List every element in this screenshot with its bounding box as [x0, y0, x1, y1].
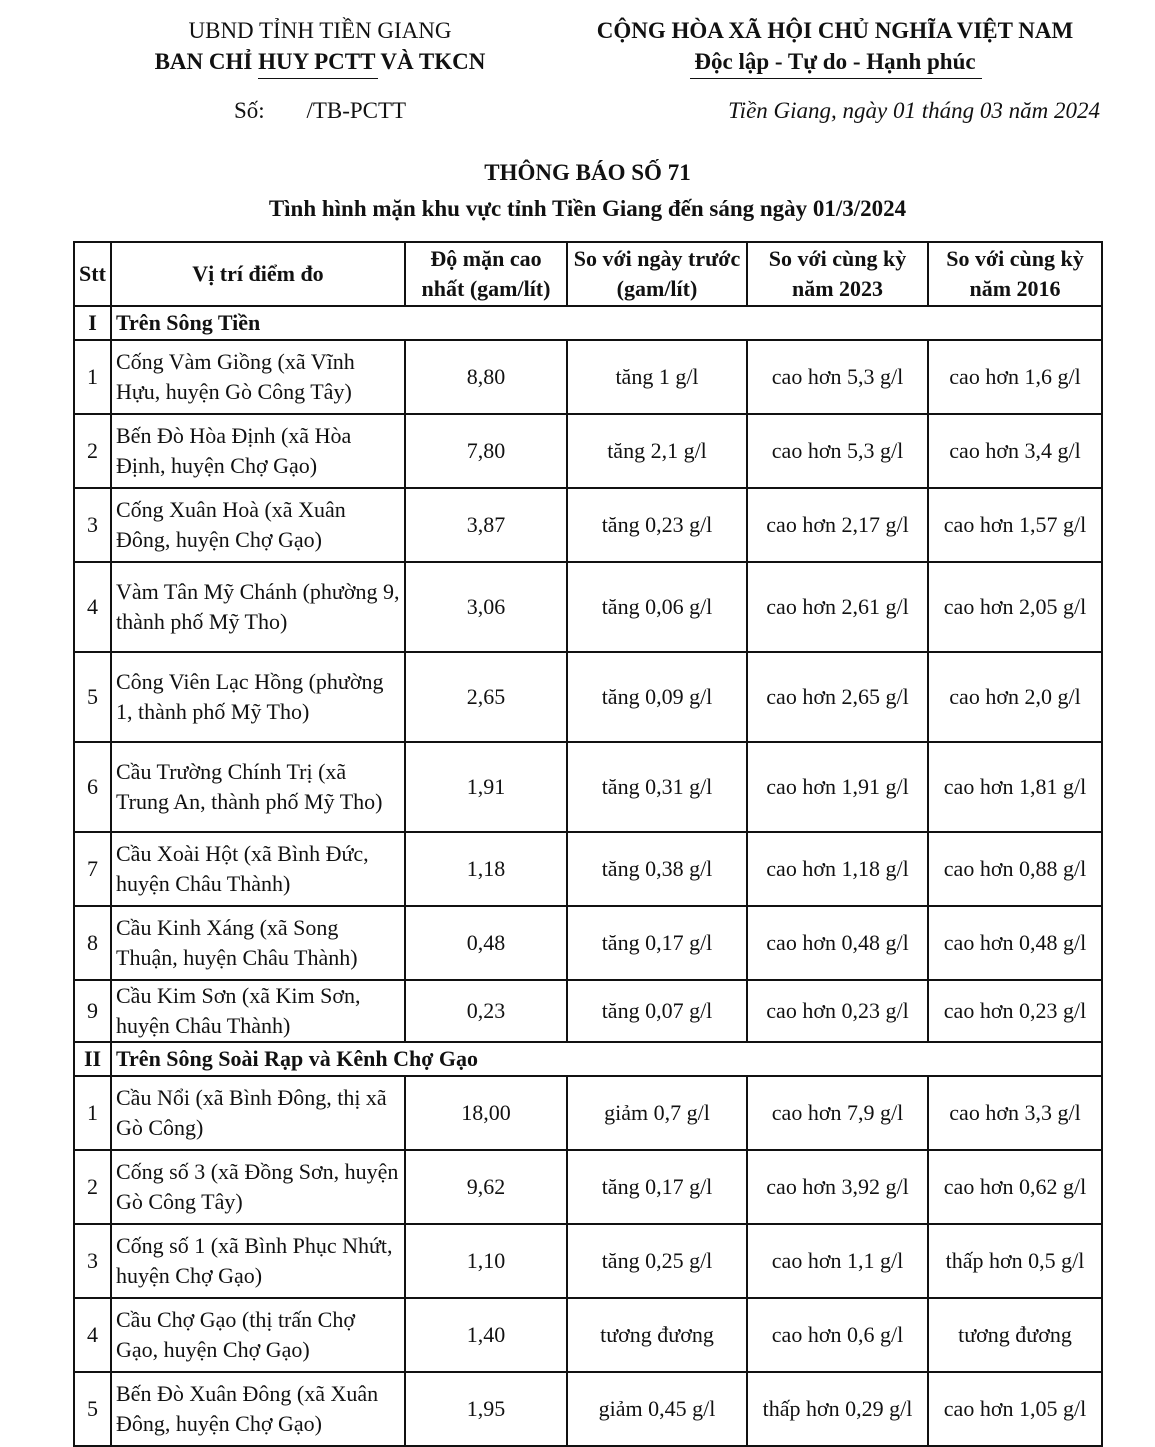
cell-stt: 3	[74, 1224, 111, 1298]
cell-vs-2016: cao hơn 0,62 g/l	[928, 1150, 1102, 1224]
cell-max-salinity: 0,48	[405, 906, 567, 980]
cell-location: Cống Vàm Giồng (xã Vĩnh Hựu, huyện Gò Công Tây)	[111, 340, 405, 414]
cell-vs-2016: cao hơn 2,05 g/l	[928, 562, 1102, 652]
cell-location: Bến Đò Xuân Đông (xã Xuân Đông, huyện Chợ Gạo)	[111, 1372, 405, 1446]
cell-vs-2016: cao hơn 0,48 g/l	[928, 906, 1102, 980]
cell-vs-previous-day: tăng 0,17 g/l	[567, 906, 747, 980]
cell-vs-2023: cao hơn 2,61 g/l	[747, 562, 928, 652]
table-row	[74, 652, 1102, 742]
cell-vs-2023: cao hơn 2,65 g/l	[747, 652, 928, 742]
section-title: Trên Sông Tiền	[111, 306, 1102, 340]
cell-vs-2023: cao hơn 0,48 g/l	[747, 906, 928, 980]
cell-vs-2023: cao hơn 1,18 g/l	[747, 832, 928, 906]
cell-stt: 1	[74, 340, 111, 414]
table-row	[74, 1224, 1102, 1298]
cell-vs-2016: cao hơn 1,6 g/l	[928, 340, 1102, 414]
cell-max-salinity: 7,80	[405, 414, 567, 488]
cell-stt: 2	[74, 1150, 111, 1224]
cell-vs-previous-day: tăng 1 g/l	[567, 340, 747, 414]
cell-max-salinity: 1,10	[405, 1224, 567, 1298]
national-motto: Độc lập - Tự do - Hạnh phúc	[694, 49, 976, 74]
table-row	[74, 414, 1102, 488]
cell-stt: 1	[74, 1076, 111, 1150]
cell-vs-2016: cao hơn 1,05 g/l	[928, 1372, 1102, 1446]
agency-name: UBND TỈNH TIỀN GIANG	[188, 18, 452, 43]
cell-stt: 9	[74, 980, 111, 1042]
cell-vs-2023: cao hơn 5,3 g/l	[747, 340, 928, 414]
cell-stt: 5	[74, 652, 111, 742]
cell-max-salinity: 2,65	[405, 652, 567, 742]
cell-stt: 4	[74, 562, 111, 652]
cell-vs-2023: cao hơn 0,6 g/l	[747, 1298, 928, 1372]
agency-underline	[258, 78, 378, 79]
cell-vs-2016: cao hơn 0,23 g/l	[928, 980, 1102, 1042]
cell-vs-previous-day: tăng 0,09 g/l	[567, 652, 747, 742]
col-header-vs-2016: So với cùng kỳ năm 2016	[928, 242, 1102, 306]
col-header-max-salinity: Độ mặn cao nhất (gam/lít)	[405, 242, 567, 306]
cell-location: Bến Đò Hòa Định (xã Hòa Định, huyện Chợ Gạo)	[111, 414, 405, 488]
section-number: I	[74, 306, 111, 340]
section-row	[74, 1042, 1102, 1076]
cell-stt: 5	[74, 1372, 111, 1446]
cell-max-salinity: 1,91	[405, 742, 567, 832]
cell-vs-2016: cao hơn 0,88 g/l	[928, 832, 1102, 906]
cell-vs-previous-day: tăng 0,07 g/l	[567, 980, 747, 1042]
document-subtitle: Tình hình mặn khu vực tỉnh Tiền Giang đến sáng ngày 01/3/2024	[268, 196, 907, 221]
cell-vs-2016: tương đương	[928, 1298, 1102, 1372]
country-name: CỘNG HÒA XÃ HỘI CHỦ NGHĨA VIỆT NAM	[596, 18, 1074, 43]
cell-vs-previous-day: giảm 0,7 g/l	[567, 1076, 747, 1150]
cell-vs-2023: cao hơn 1,1 g/l	[747, 1224, 928, 1298]
cell-max-salinity: 3,06	[405, 562, 567, 652]
cell-max-salinity: 18,00	[405, 1076, 567, 1150]
cell-vs-2016: cao hơn 2,0 g/l	[928, 652, 1102, 742]
motto-underline	[690, 78, 982, 79]
cell-vs-previous-day: tăng 0,31 g/l	[567, 742, 747, 832]
document-title: THÔNG BÁO SỐ 71	[484, 160, 691, 185]
section-row	[74, 306, 1102, 340]
table-header-row	[74, 242, 1102, 306]
section-number: II	[74, 1042, 111, 1076]
table-row	[74, 1372, 1102, 1446]
cell-location: Công Viên Lạc Hồng (phường 1, thành phố Mỹ Tho)	[111, 652, 405, 742]
cell-vs-2023: cao hơn 7,9 g/l	[747, 1076, 928, 1150]
cell-vs-2016: thấp hơn 0,5 g/l	[928, 1224, 1102, 1298]
table-row	[74, 742, 1102, 832]
table-row	[74, 832, 1102, 906]
cell-stt: 7	[74, 832, 111, 906]
cell-vs-2023: cao hơn 2,17 g/l	[747, 488, 928, 562]
table-body	[74, 306, 1102, 1446]
cell-max-salinity: 8,80	[405, 340, 567, 414]
cell-vs-previous-day: tăng 0,25 g/l	[567, 1224, 747, 1298]
cell-max-salinity: 0,23	[405, 980, 567, 1042]
cell-location: Cầu Xoài Hột (xã Bình Đức, huyện Châu Thành)	[111, 832, 405, 906]
cell-vs-2016: cao hơn 1,81 g/l	[928, 742, 1102, 832]
cell-max-salinity: 1,18	[405, 832, 567, 906]
cell-vs-2016: cao hơn 1,57 g/l	[928, 488, 1102, 562]
table-row	[74, 980, 1102, 1042]
col-header-vs-2023: So với cùng kỳ năm 2023	[747, 242, 928, 306]
cell-vs-2016: cao hơn 3,4 g/l	[928, 414, 1102, 488]
cell-vs-previous-day: giảm 0,45 g/l	[567, 1372, 747, 1446]
cell-location: Cầu Nổi (xã Bình Đông, thị xã Gò Công)	[111, 1076, 405, 1150]
national-header	[565, 15, 1105, 77]
cell-stt: 6	[74, 742, 111, 832]
cell-vs-previous-day: tăng 0,23 g/l	[567, 488, 747, 562]
cell-vs-previous-day: tăng 2,1 g/l	[567, 414, 747, 488]
cell-location: Cầu Trường Chính Trị (xã Trung An, thành phố Mỹ Tho)	[111, 742, 405, 832]
cell-max-salinity: 9,62	[405, 1150, 567, 1224]
cell-stt: 3	[74, 488, 111, 562]
document-number-value: /TB-PCTT	[306, 98, 407, 123]
cell-location: Cầu Kinh Xáng (xã Song Thuận, huyện Châu Thành)	[111, 906, 405, 980]
cell-max-salinity: 1,95	[405, 1372, 567, 1446]
cell-stt: 2	[74, 414, 111, 488]
cell-vs-previous-day: tương đương	[567, 1298, 747, 1372]
table-row	[74, 906, 1102, 980]
cell-max-salinity: 1,40	[405, 1298, 567, 1372]
document-number	[234, 98, 406, 124]
table-row	[74, 562, 1102, 652]
salinity-table	[73, 241, 1103, 1447]
cell-location: Cống số 1 (xã Bình Phục Nhứt, huyện Chợ Gạo)	[111, 1224, 405, 1298]
cell-vs-2023: cao hơn 0,23 g/l	[747, 980, 928, 1042]
cell-vs-2016: cao hơn 3,3 g/l	[928, 1076, 1102, 1150]
col-header-vs-previous-day: So với ngày trước (gam/lít)	[567, 242, 747, 306]
cell-location: Cầu Kim Sơn (xã Kim Sơn, huyện Châu Thành)	[111, 980, 405, 1042]
cell-vs-previous-day: tăng 0,06 g/l	[567, 562, 747, 652]
cell-vs-previous-day: tăng 0,17 g/l	[567, 1150, 747, 1224]
cell-stt: 8	[74, 906, 111, 980]
cell-location: Cống số 3 (xã Đồng Sơn, huyện Gò Công Tây)	[111, 1150, 405, 1224]
cell-location: Cầu Chợ Gạo (thị trấn Chợ Gạo, huyện Chợ Gạo)	[111, 1298, 405, 1372]
col-header-stt: Stt	[74, 242, 111, 306]
cell-vs-2023: cao hơn 5,3 g/l	[747, 414, 928, 488]
agency-header	[120, 15, 520, 77]
table-row	[74, 1298, 1102, 1372]
table-row	[74, 1076, 1102, 1150]
section-title: Trên Sông Soài Rạp và Kênh Chợ Gạo	[111, 1042, 1102, 1076]
cell-location: Vàm Tân Mỹ Chánh (phường 9, thành phố Mỹ Tho)	[111, 562, 405, 652]
table-row	[74, 340, 1102, 414]
col-header-location: Vị trí điểm đo	[111, 242, 405, 306]
cell-location: Cống Xuân Hoà (xã Xuân Đông, huyện Chợ Gạo)	[111, 488, 405, 562]
cell-stt: 4	[74, 1298, 111, 1372]
table-row	[74, 488, 1102, 562]
cell-vs-previous-day: tăng 0,38 g/l	[567, 832, 747, 906]
document-number-label: Số:	[234, 98, 265, 123]
cell-vs-2023: cao hơn 3,92 g/l	[747, 1150, 928, 1224]
document-date: Tiền Giang, ngày 01 tháng 03 năm 2024	[728, 98, 1100, 123]
cell-vs-2023: cao hơn 1,91 g/l	[747, 742, 928, 832]
cell-vs-2023: thấp hơn 0,29 g/l	[747, 1372, 928, 1446]
committee-name: BAN CHỈ HUY PCTT VÀ TKCN	[154, 49, 486, 74]
table-row	[74, 1150, 1102, 1224]
cell-max-salinity: 3,87	[405, 488, 567, 562]
